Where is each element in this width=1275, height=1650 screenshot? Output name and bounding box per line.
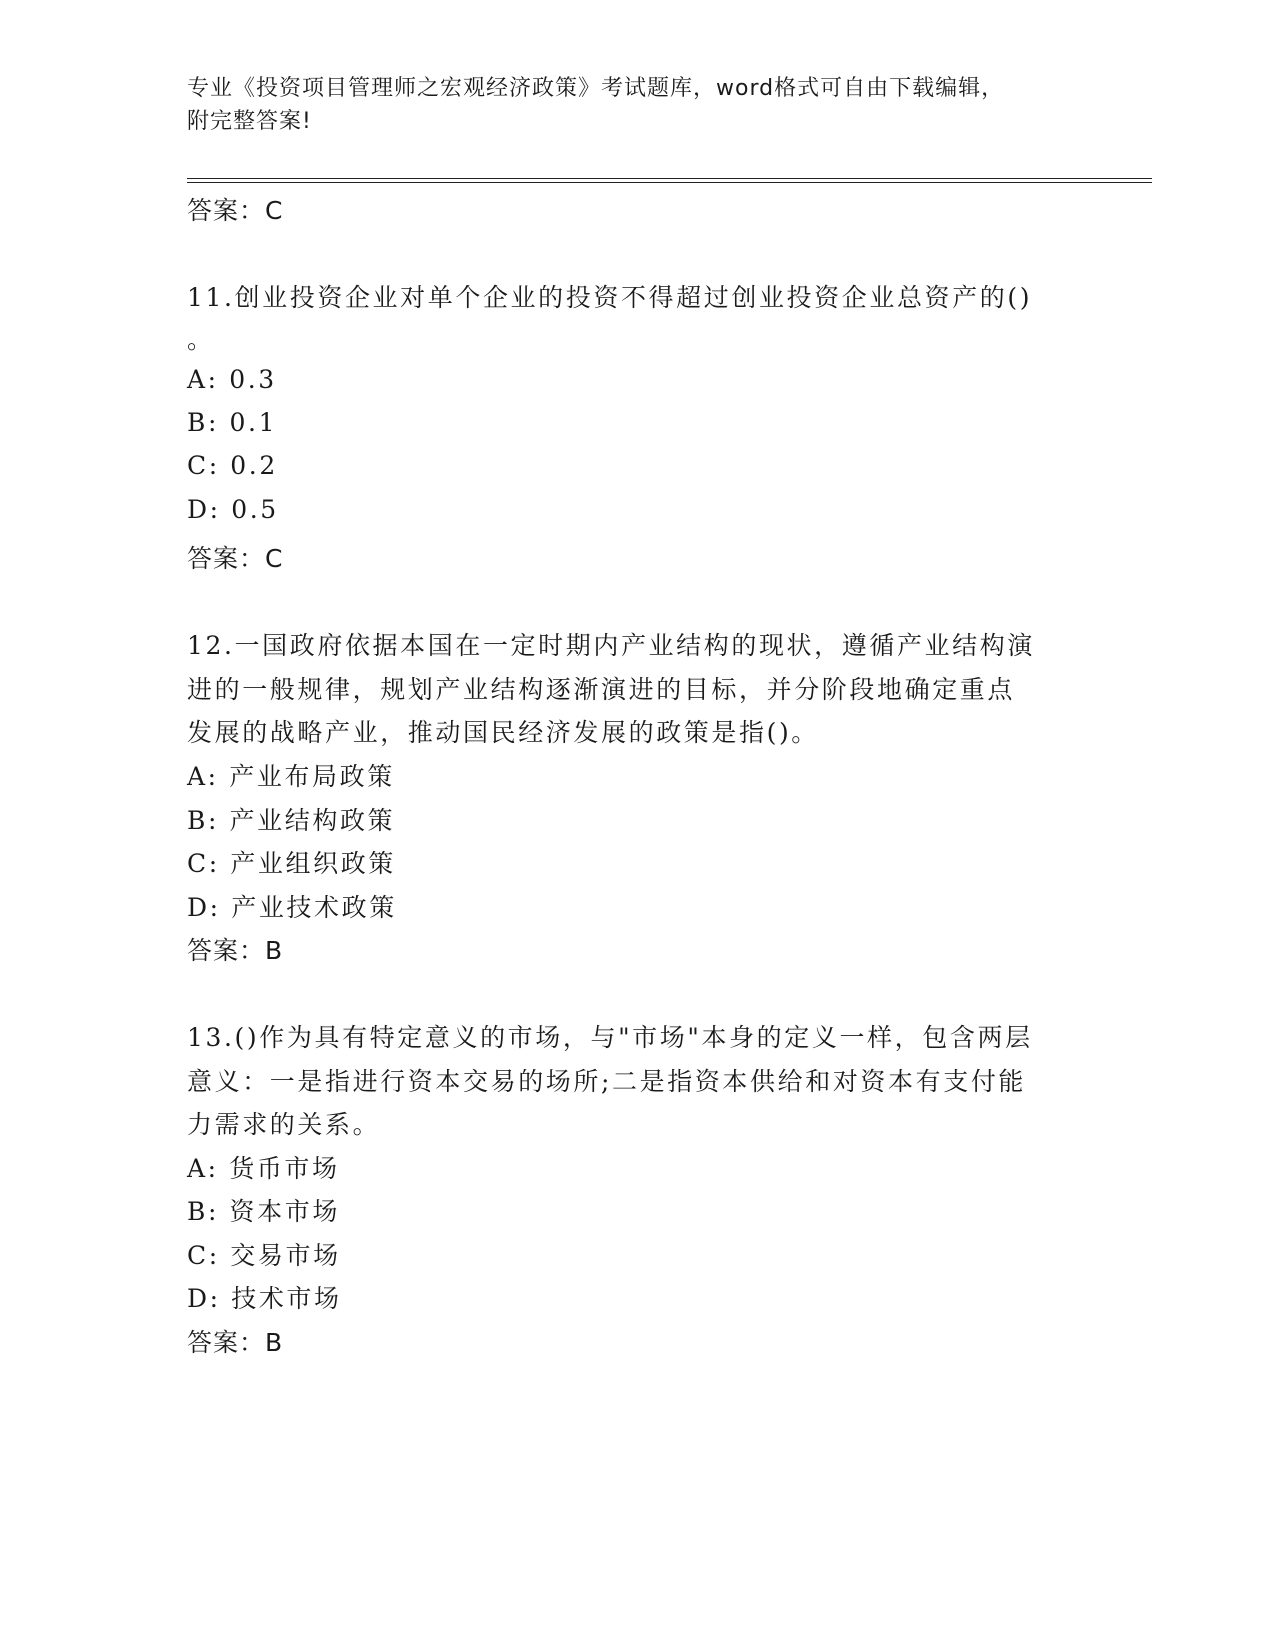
question-13-option-b: B: 资本市场: [187, 1197, 340, 1226]
question-11-option-b: B: 0.1: [187, 408, 278, 437]
question-13-option-c: C: 交易市场: [187, 1241, 341, 1270]
question-13-line-2: 意义：一是指进行资本交易的场所;二是指资本供给和对资本有支付能: [187, 1067, 1027, 1096]
previous-answer: 答案：C: [187, 196, 284, 225]
question-13-option-a: A: 货币市场: [187, 1154, 340, 1183]
question-11-option-c: C: 0.2: [187, 451, 278, 480]
question-12-line-1: 12.一国政府依据本国在一定时期内产业结构的现状，遵循产业结构演: [187, 631, 1035, 660]
question-13-answer: 答案：B: [187, 1328, 284, 1357]
question-13-option-d: D: 技术市场: [187, 1284, 342, 1313]
question-12-option-b: B: 产业结构政策: [187, 806, 396, 835]
question-12-option-c: C: 产业组织政策: [187, 849, 396, 878]
question-12-answer: 答案：B: [187, 936, 284, 965]
question-12-option-a: A: 产业布局政策: [187, 762, 395, 791]
question-11-option-d: D: 0.5: [187, 495, 279, 524]
document-header: [187, 72, 1067, 138]
question-11-line-2: 。: [187, 325, 215, 354]
question-12-line-3: 发展的战略产业，推动国民经济发展的政策是指()。: [187, 718, 819, 747]
question-11-line-1: 11.创业投资企业对单个企业的投资不得超过创业投资企业总资产的(): [187, 283, 1033, 312]
header-line-1: 专业《投资项目管理师之宏观经济政策》考试题库，word格式可自由下载编辑，: [187, 76, 1005, 101]
question-11-option-a: A: 0.3: [187, 365, 277, 394]
question-11-answer: 答案：C: [187, 544, 284, 573]
header-divider-bottom: [187, 182, 1152, 183]
header-divider-top: [187, 178, 1152, 179]
question-13-line-3: 力需求的关系。: [187, 1110, 381, 1139]
question-12-line-2: 进的一般规律，规划产业结构逐渐演进的目标，并分阶段地确定重点: [187, 675, 1016, 704]
question-12-option-d: D: 产业技术政策: [187, 893, 397, 922]
question-13-line-1: 13.()作为具有特定意义的市场，与"市场"本身的定义一样，包含两层: [187, 1023, 1033, 1052]
header-line-2: 附完整答案!: [187, 109, 312, 134]
